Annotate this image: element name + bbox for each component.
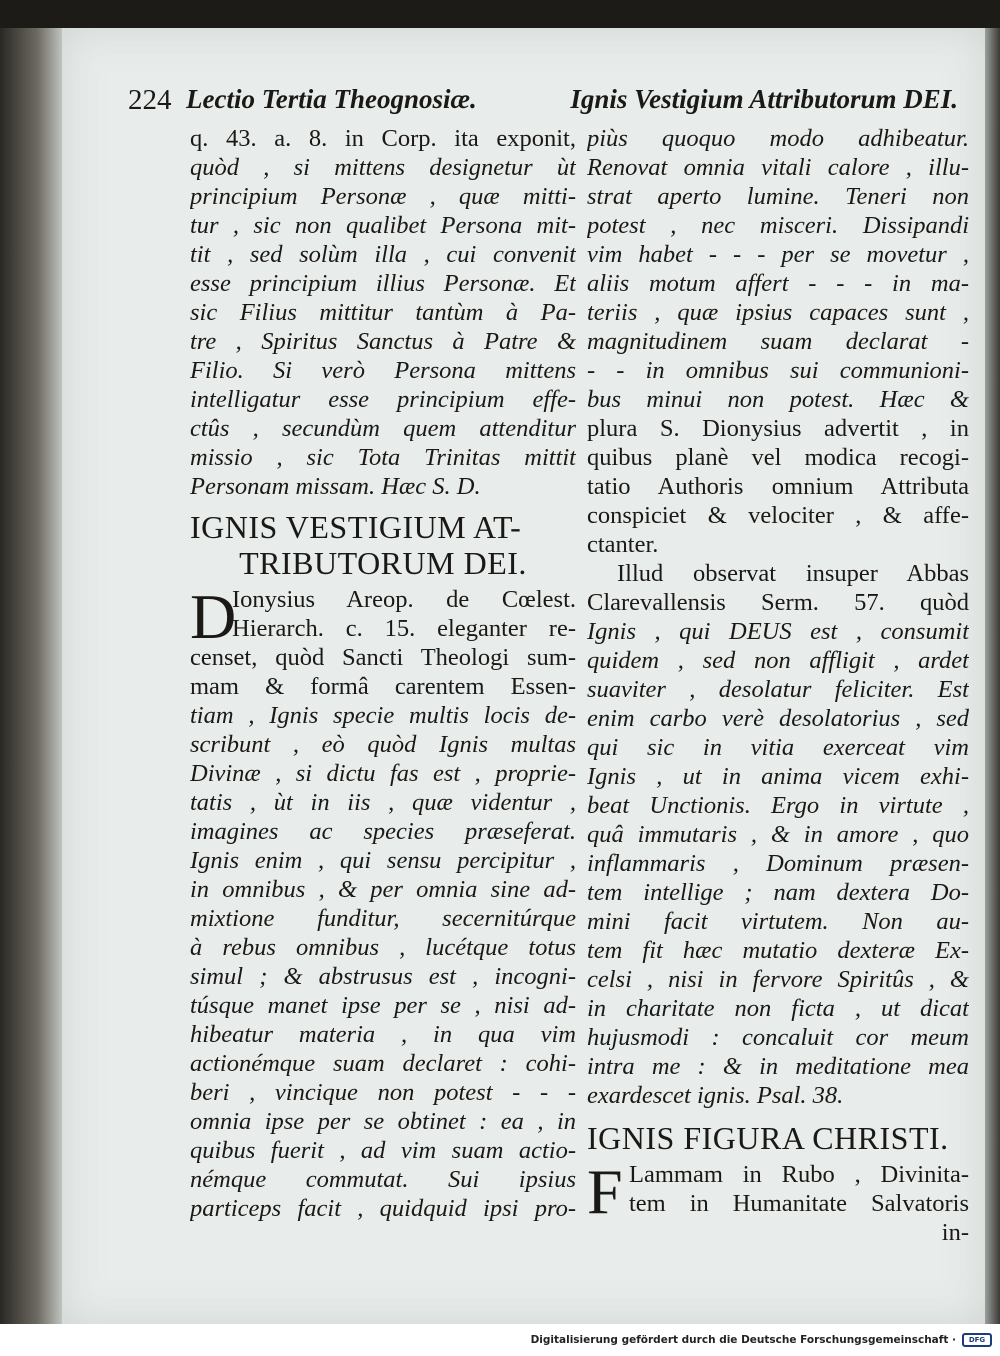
text-line: quâ immutaris , & in amore , quo bbox=[587, 821, 969, 848]
text-line: Hierarch. c. 15. eleganter re- bbox=[232, 615, 576, 642]
text-line: Divinæ , si dictu fas est , proprie- bbox=[190, 760, 576, 787]
text-line: censet, quòd Sancti Theologi sum- bbox=[190, 644, 576, 671]
section-heading-vestigium-cont: TRIBUTORUM DEI. bbox=[239, 545, 527, 581]
footer-bar bbox=[0, 1324, 1000, 1356]
text-line: quidem , sed non affligit , ardet bbox=[587, 647, 969, 674]
left-paragraph-body bbox=[190, 643, 576, 1223]
text-line: in charitate non ficta , ut dicat bbox=[587, 995, 969, 1022]
text-line: particeps facit , quidquid ipsi pro- bbox=[190, 1195, 576, 1222]
text-line: tem intellige ; nam dextera Do- bbox=[587, 879, 969, 906]
text-line: in omnibus , & per omnia sine ad- bbox=[190, 876, 576, 903]
text-line: imagines ac species præseferat. bbox=[190, 818, 576, 845]
text-line: túsque manet ipse per se , nisi ad- bbox=[190, 992, 576, 1019]
text-line: celsi , nisi in fervore Spiritûs , & bbox=[587, 966, 969, 993]
dropcap-paragraph bbox=[190, 581, 576, 652]
text-line: suaviter , desolatur feliciter. Est bbox=[587, 676, 969, 703]
text-line: potest , nec misceri. Dissipandi bbox=[587, 212, 969, 239]
text-line: q. 43. a. 8. in Corp. ita exponit, bbox=[190, 125, 576, 152]
text-line: plura S. Dionysius advertit , in bbox=[587, 415, 969, 442]
text-line: quibus planè vel modica recogi- bbox=[587, 444, 969, 471]
text-line: beri , vincique non potest - - - bbox=[190, 1079, 576, 1106]
dfg-logo-icon: DFG bbox=[962, 1333, 992, 1347]
text-line: Lammam in Rubo , Divinita- bbox=[629, 1161, 969, 1188]
text-line: tiam , Ignis specie multis locis de- bbox=[190, 702, 576, 729]
header-left: Lectio Tertia Theognosiæ. bbox=[186, 84, 477, 114]
text-line: tatio Authoris omnium Attributa bbox=[587, 473, 969, 500]
text-line: simul ; & abstrusus est , incogni- bbox=[190, 963, 576, 990]
right-column bbox=[587, 124, 969, 1247]
text-line: exardescet ignis. Psal. 38. bbox=[587, 1082, 844, 1109]
text-line: Illud observat insuper Abbas bbox=[617, 560, 969, 587]
text-line: aliis motum affert - - - in ma- bbox=[587, 270, 969, 297]
left-column bbox=[190, 124, 576, 1223]
text-line: Renovat omnia vitali calore , illu- bbox=[587, 154, 969, 181]
text-line: tur , sic non qualibet Persona mit- bbox=[190, 212, 576, 239]
left-paragraph-top bbox=[190, 124, 576, 501]
dropcap-letter-right: F bbox=[587, 1156, 623, 1227]
right-paragraph-top bbox=[587, 124, 969, 559]
text-line: tit , sed solùm illa , cui convenit bbox=[190, 241, 576, 268]
text-line: actionémque suam declaret : cohi- bbox=[190, 1050, 576, 1077]
text-line: mixtione funditur, secernitúrque bbox=[190, 905, 576, 932]
text-line: quibus fuerit , ad vim suam actio- bbox=[190, 1137, 576, 1164]
section-heading-vestigium: IGNIS VESTIGIUM AT- bbox=[190, 509, 522, 545]
text-line: strat aperto lumine. Teneri non bbox=[587, 183, 969, 210]
text-line: omnia ipse per se obtinet : ea , in bbox=[190, 1108, 576, 1135]
text-line: ctûs , secundùm quem attenditur bbox=[190, 415, 576, 442]
text-line: mam & formâ carentem Essen- bbox=[190, 673, 576, 700]
text-line: hibeatur materia , in qua vim bbox=[190, 1021, 576, 1048]
text-line: bus minui non potest. Hæc & bbox=[587, 386, 969, 413]
running-head bbox=[128, 84, 958, 124]
text-line: principium Personæ , quæ mitti- bbox=[190, 183, 576, 210]
text-line: intelligatur esse principium effe- bbox=[190, 386, 576, 413]
dropcap-letter: D bbox=[190, 581, 237, 652]
section-heading-figura: IGNIS FIGURA CHRISTI. bbox=[587, 1120, 949, 1156]
text-line: esse principium illius Personæ. Et bbox=[190, 270, 576, 297]
text-line: teriis , quæ ipsius capaces sunt , bbox=[587, 299, 969, 326]
text-line: enim carbo verè desolatorius , sed bbox=[587, 705, 969, 732]
text-line: tre , Spiritus Sanctus à Patre & bbox=[190, 328, 576, 355]
catchword: in- bbox=[941, 1219, 969, 1246]
text-line: tem fit hæc mutatio dexteræ Ex- bbox=[587, 937, 969, 964]
text-line: Filio. Si verò Persona mittens bbox=[190, 357, 576, 384]
text-line: vim habet - - - per se movetur , bbox=[587, 241, 969, 268]
dropcap-lines-right bbox=[587, 1160, 969, 1218]
text-line: Ignis , ut in anima vicem exhi- bbox=[587, 763, 969, 790]
footer-credit: Digitalisierung gefördert durch die Deutsche Forschungsgemeinschaft · bbox=[530, 1334, 956, 1346]
text-line: - - in omnibus sui communioni- bbox=[587, 357, 969, 384]
text-line: Ignis enim , qui sensu percipitur , bbox=[190, 847, 576, 874]
text-line: beat Unctionis. Ergo in virtute , bbox=[587, 792, 969, 819]
text-line: Personam missam. Hæc S. D. bbox=[190, 473, 481, 500]
text-line: Ionysius Areop. de Cœlest. bbox=[232, 586, 576, 613]
text-line: missio , sic Tota Trinitas mittit bbox=[190, 444, 576, 471]
book-spine bbox=[0, 28, 62, 1324]
right-paragraph-mid bbox=[587, 559, 969, 1110]
text-line: hujusmodi : concaluit cor meum bbox=[587, 1024, 969, 1051]
text-line: sic Filius mittitur tantùm à Pa- bbox=[190, 299, 576, 326]
text-line: quòd , si mittens designetur ùt bbox=[190, 154, 576, 181]
page-edge bbox=[985, 28, 1000, 1324]
text-line: à rebus omnibus , lucétque totus bbox=[190, 934, 576, 961]
text-line: mini facit virtutem. Non au- bbox=[587, 908, 969, 935]
text-line: intra me : & in meditatione mea bbox=[587, 1053, 969, 1080]
text-line: conspiciet & velociter , & affe- bbox=[587, 502, 969, 529]
text-line: tem in Humanitate Salvatoris bbox=[629, 1190, 969, 1217]
text-line: némque commutat. Sui ipsius bbox=[190, 1166, 576, 1193]
text-line: tatis , ùt in iis , quæ videntur , bbox=[190, 789, 576, 816]
text-line: qui sic in vitia exerceat vim bbox=[587, 734, 969, 761]
text-line: ctanter. bbox=[587, 531, 659, 558]
dropcap-paragraph-right bbox=[587, 1156, 969, 1227]
text-line: inflammaris , Dominum præsen- bbox=[587, 850, 969, 877]
header-right: Ignis Vestigium Attributorum DEI. bbox=[570, 84, 958, 114]
text-line: piùs quoquo modo adhibeatur. bbox=[587, 125, 969, 152]
text-line: magnitudinem suam declarat - bbox=[587, 328, 969, 355]
text-line: Ignis , qui DEUS est , consumit bbox=[587, 618, 969, 645]
dropcap-lines bbox=[190, 585, 576, 643]
page-number: 224 bbox=[128, 84, 172, 116]
text-line: Clarevallensis Serm. 57. quòd bbox=[587, 589, 969, 616]
text-line: scribunt , eò quòd Ignis multas bbox=[190, 731, 576, 758]
